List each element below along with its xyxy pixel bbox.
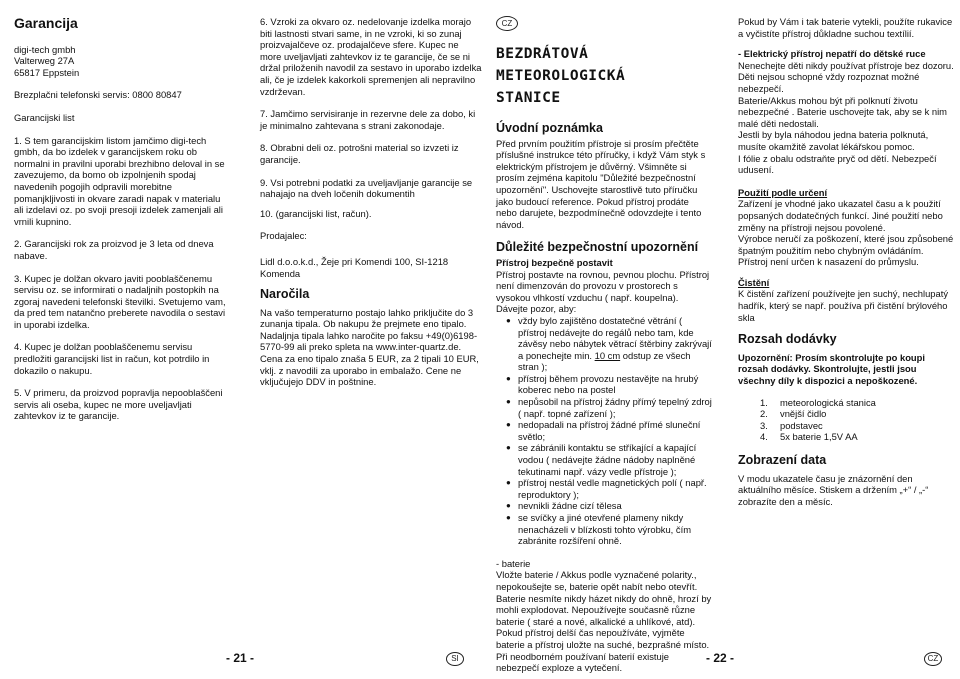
list-item-text: vždy bylo zajištěno dostatečné větrání ( přístroj nedávejte do regálů nebo tam, kde závěsy nebo nábytek větrací štěrbiny zakrývají a ponechejte min. [518,314,712,361]
list-item-text: 5x baterie 1,5V AA [780,431,858,443]
warranty-item-4: 4. Kupec je dolžan pooblaščenemu servisu predložiti garancijski list in račun, kot potrdilo in dokazilo o nakupu. [14,341,210,376]
language-badge-si: SI [446,652,464,666]
language-badge-cz: CZ [924,652,942,666]
intro-text: Před prvním použitím přístroje si prosím přečtěte příslušné instrukce této příručky, i když Vám styk s elektrickým přístrojem je důvěrný. Všimněte si prosím zejména kapitolu "Důležité bezpečnostní upozornění". Uschovejte starostlivě tuto příručku jako budoucí reference. Pokud přístroj prodáte nebo darujete, bezpodmínečně odovzdejte i tento návod. [496,137,706,230]
list-item: ● přístroj nestál vedle magnetických polí ( např. reproduktory ); [508,477,712,500]
warranty-item-8: 8. Obrabni deli oz. potrošni material so izvzeti iz garancije. [260,142,459,165]
producer-label: Prodajalec: [260,230,307,242]
safety-list [496,315,712,547]
battery-label: - baterie [496,557,531,569]
warranty-item-1: 1. S tem garancijskim listom jamčimo digi-tech gmbh, da bo izdelek v garancijskem roku ob normalni in pravilni uporabi brezhibno deloval in se zavezujemo, da bomo ob izpolnjenih spodaj navedenih pogojih odpravili morebitne pomanjkljivosti in okvare zaradi napak v materialu ali izdelavi oz. po svoji presoji izdelek zamenjali ali vrnili kupnino. [14,134,225,227]
warranty-item-10: 10. (garancijski list, račun). [260,207,372,219]
list-item: ● přístroj během provozu nestavějte na hrubý koberec nebo na postel [508,373,712,396]
package-warning: Upozornění: Prosím skontrolujte po koupi rozsah dodávky. Skontrolujte, jestli jsou všechny díly k dispozici a nepoškozené. [738,351,925,387]
list-item-text: podstavec [780,419,823,431]
language-badge-cz: CZ [496,16,518,31]
list-item-text: odstup ze všech stran ); [518,349,691,373]
list-item-text: vnější čidlo [780,408,827,420]
list-item: ● nedopadali na přístroj žádné přímé sluneční světlo; [508,419,712,442]
orders-text: Na vašo temperaturno postajo lahko priključite do 3 zunanja tipala. Ob nakupu že prejmete eno tipalo. Nadaljnja tipala lahko naročite po faksu +49(0)6198-5770-99 ali preko spleta na www.inter-quartz.de. Cena za eno tipalo znaša 5 EUR, za 2 tipali 10 EUR, vklj. z navodili za uporabo in embalažo. Cene ne vključujejo DDV in poštnine. [260,306,479,388]
battery-leak-text: Pokud by Vám i tak baterie vytekli, použíte rukavice a vyčistíte přístroj důkladne suchou textílií. [738,16,953,39]
use-title: Použití podle určení [738,186,828,198]
warranty-item-7: 7. Jamčimo servisiranje in rezervne dele za dobo, ki je minimalno zahtevana s strani zakonodaje. [260,108,476,131]
list-item [760,420,954,432]
column-warranty [14,0,226,433]
use-text: Zařízení je vhodné jako ukazatel času a k použití popsaných dodatečných funkcí. Jiné použití nebo změny na přístroji nejsou povolené. Výrobce neručí za poškození, které jsou způsobené špatným použitím nebo chybným ovládáním. Přístroj není určen k nasazení do průmyslu. [738,198,954,268]
warranty-item-9: 9. Vsi potrebni podatki za uveljavljanje garancije se nahajajo na dveh ločenih dokumentih [260,176,473,200]
safety-subtitle: Přístroj bezpečně postavit [496,256,613,268]
list-item [760,431,954,443]
address-line: Valterweg 27A [14,55,75,67]
list-item: ● se svíčky a jiné otevřené plameny nikdy nenacházeli v blízkosti tohto výrobku, čím zabránite rozšíření ohně. [508,512,712,547]
list-item: ● nevnikli žádne cizí tělesa [508,500,712,512]
list-item-text: meteorologická stanica [780,396,876,408]
date-display-text: V modu ukazatele času je znázornění den aktuálního měsíce. Stiskem a držením „+“ / „-“ zobrazíte den a měsíc. [738,472,929,507]
safety-title: Důležité bezpečnostní upozornění [496,240,699,255]
product-title-line2: METEOROLOGICKÁ [496,68,626,84]
column-weather-station [496,16,712,674]
warranty-item-5: 5. V primeru, da proizvod popravlja nepooblaščeni servis ali oseba, kupec ne more uveljavljati zahtevkov iz te garancije. [14,387,223,422]
list-item: ● nepůsobil na přístroj žádny přímý tepelný zdroj ( např. topné zařízení ); [508,396,712,419]
date-display-title: Zobrazení data [738,453,827,467]
address-line: 65817 Eppstein [14,66,80,78]
list-item [508,315,712,373]
service-phone: Brezplačni telefonski servis: 0800 80847 [14,89,182,101]
product-title-line3: STANICE [496,90,561,106]
kids-title: - Elektrický přístroj nepatří do dětské ruce [738,48,926,60]
page-number-left: - 21 - [226,651,255,665]
page-number-right: - 22 - [706,651,735,665]
orders-title: Naročila [260,287,310,302]
package-title: Rozsah dodávky [738,332,837,347]
warranty-item-2: 2. Garancijski rok za proizvod je 3 leta od dneva nabave. [14,238,214,261]
address-line: digi-tech gmbh [14,43,76,55]
battery-text: Vložte baterie / Akkus podle vyznačené polarity., nepokoušejte se, baterie opět nabít nebo otevřít. Baterie nesmíte nikdy házet nikdy do ohně, hrozí by mohli explodovat. Nepoužívejte současně různe baterie ( staré a nové, alkalické a uhlíkové, atd). Pokud přístroj delší čas nepoužíváte, vyjměte baterie a přístroj uložte na suché, bezprašné místo. Při neodborném používaní baterií existuje nebezpečí exploze a vytečení. [496,569,712,674]
list-number: 2. [760,408,768,420]
warranty-item-6: 6. Vzroki za okvaro oz. nedelovanje izdelka morajo biti lastnosti stvari same, in ne vzroki, ki so zunaj proizvajalčeve oz. prodajalčeve sfere. Kupec ne more uveljavljati zahtevkov iz te garancije, če se ni držal priloženih navodil za sestavo in uporabo izdelka ali, če je izdelek kakorkoli spremenjen ali nepravilno vzdrževan. [260,16,482,97]
warranty-item-3: 3. Kupec je dolžan okvaro javiti pooblaščenemu servisu oz. se informirati o nadaljnih postopkih na zgoraj navedeni telefonski številki. Svetujemo vam, da pred tem natančno preberete navodila o sestavi in uporabi izdelka. [14,272,226,330]
list-item [760,397,954,409]
list-number: 1. [760,396,768,408]
list-item [760,408,954,420]
column-safety-continued [738,16,954,507]
warranty-list-title: Garancijski list [14,111,75,123]
clean-title: Čistění [738,276,770,288]
safety-text: Přístroj postavte na rovnou, pevnou plochu. Přístroj není dimenzován do provozu v prostorech s vysokou vlhkostí vzduchu ( např. koupelna). Dávejte pozor, aby: [496,268,710,315]
producer-address: Lidl d.o.o.k.d., Žeje pri Komendi 100, SI-1218 Komenda [260,255,449,279]
parts-list [738,397,954,443]
kids-text: Nenechejte děti nikdy používat přístroje bez dozoru. Děti nejsou schopné vždy rozpoznat možné nebezpečí. Baterie/Akkus mohou být při polknutí životu nebezpečné . Baterie uschovejte tak, aby se k nim malé děti nedostali. Jestli by byla náhodou jedna bateria polknutá, musíte okamžitě zavolat lékářskou pomoc. I fólie z obalu odstraňte pryč od dětí. Nebezpečí udusení. [738,59,954,176]
intro-title: Úvodní poznámka [496,121,603,135]
product-title-line1: BEZDRÁTOVÁ [496,46,589,62]
list-number: 4. [760,431,768,443]
warranty-title: Garancija [14,15,78,31]
list-number: 3. [760,419,768,431]
column-warranty-continued [260,16,482,388]
list-item-underlined: 10 cm [594,349,621,361]
clean-text: K čistění zařízení používejte jen suchý, nechlupatý hadřík, který se např. používa při čistění brýlového skla [738,288,949,323]
list-item: ● se zábránili kontaktu se stříkající a kapající vodou ( nedávejte žádne nádoby naplněné tekutinami např. vázy vedle přístroje ); [508,442,712,477]
